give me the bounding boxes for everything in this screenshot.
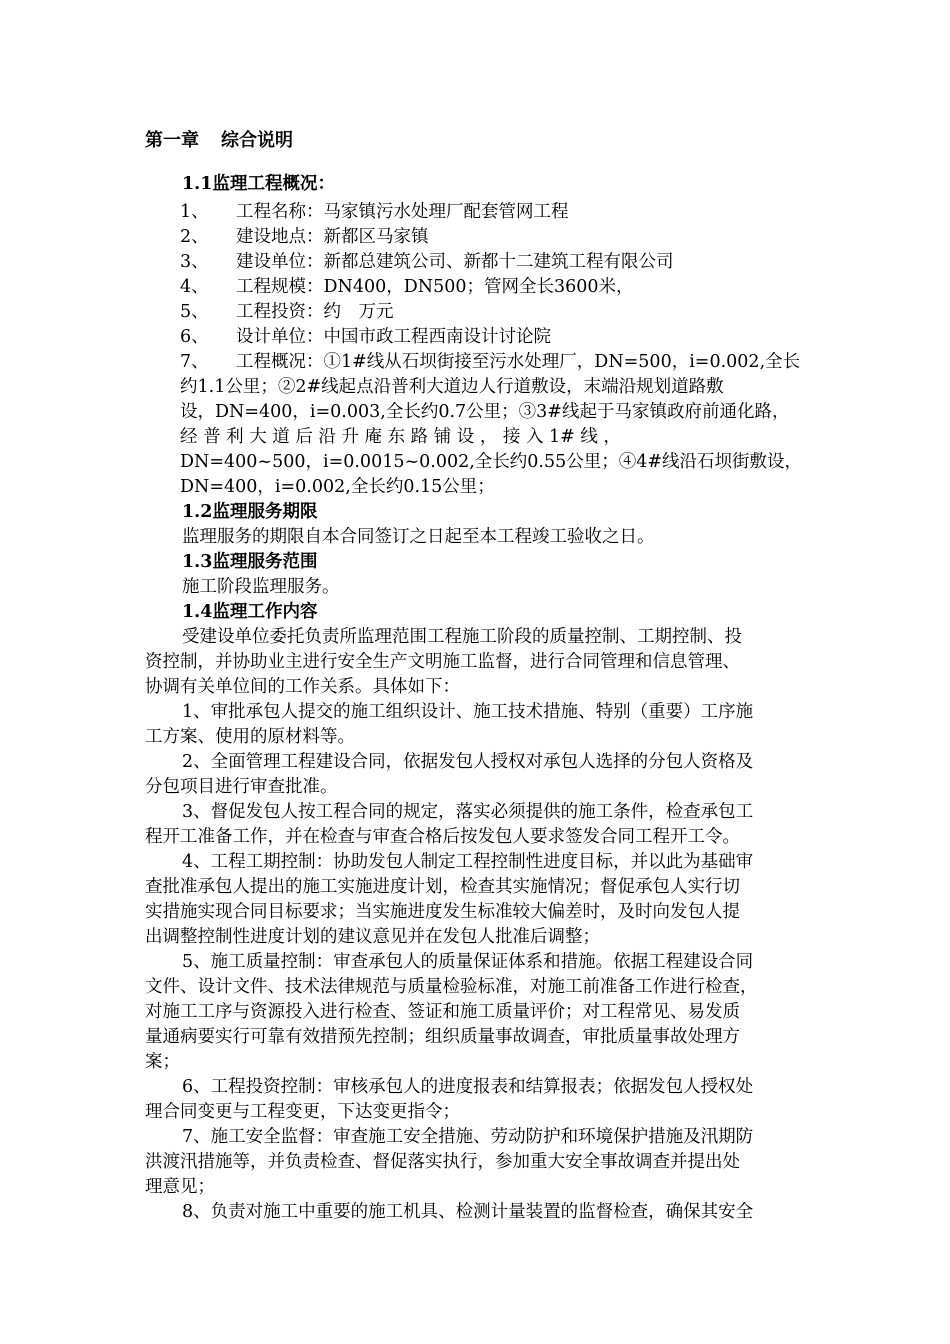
list-item: 1、 工程名称：马家镇污水处理厂配套管网工程	[180, 202, 569, 222]
text-line: 经 普 利 大 道 后 沿 升 庵 东 路 铺 设 ， 接 入 1# 线 ，	[180, 427, 621, 447]
list-item: 3、 建设单位：新都总建筑公司、新都十二建筑工程有限公司	[180, 252, 674, 272]
paragraph: 4、工程工期控制：协助发包人制定工程控制性进度目标，并以此为基础审 查批准承包人提出的施工实施进度计划，检查其实施情况；督促承包人实行切 实措施实现合同目标要求；当实施进度发生标准较大偏差时，及时向发包人提 出调整控制性进度计划的建议意见并在发包人批准后调整；	[145, 852, 754, 947]
section-heading-1-1: 1.1监理工程概况：	[182, 174, 335, 194]
section-heading-1-3: 1.3监理服务范围	[182, 552, 318, 572]
list-item: 2、 建设地点：新都区马家镇	[180, 227, 429, 247]
paragraph: 3、督促发包人按工程合同的规定，落实必须提供的施工条件，检查承包工 程开工准备工作，并在检查与审查合格后按发包人要求签发合同工程开工令。	[145, 802, 754, 847]
list-item: 4、 工程规模：DN400，DN500；管网全长3600米，	[180, 277, 634, 297]
section-text: 施工阶段监理服务。	[182, 577, 340, 597]
document-body	[145, 172, 817, 1225]
chapter-number: 第一章	[145, 130, 199, 151]
section-heading-1-2: 1.2监理服务期限	[182, 502, 318, 522]
list-item: 5、 工程投资：约 万元	[180, 302, 394, 322]
paragraph: 2、全面管理工程建设合同，依据发包人授权对承包人选择的分包人资格及 分包项目进行审查批准。	[145, 752, 754, 797]
list-item: 6、 设计单位：中国市政工程西南设计讨论院	[180, 327, 551, 347]
text-line: DN=400~500，i=0.0015~0.002,全长约0.55公里；④4#线沿石坝街敷设，	[180, 452, 803, 472]
section-text: 监理服务的期限自本合同签订之日起至本工程竣工验收之日。	[182, 527, 655, 547]
chapter-title: 综合说明	[221, 130, 293, 151]
chapter-heading	[145, 126, 293, 152]
paragraph: 6、工程投资控制：审核承包人的进度报表和结算报表；依据发包人授权处 理合同变更与工程变更，下达变更指令；	[145, 1077, 754, 1122]
list-item-7: 7、 工程概况：①1#线从石坝街接至污水处理厂，DN=500，i=0.002,全长 约1.1公里；②2#线起点沿普利大道边人行道敷设，末端沿规划道路敷 设，DN=400，i=0.003,全长约0.7公里；③3#线起于马家镇政府前通化路， 经 普 利 大 道 后 沿 升 庵 东 路 铺 设 ， 接 入 1# 线 ， DN=400~500，i=0.0015~0.002,全长约0.55公里；④4#线沿石坝街敷设， DN=400，i=0.002,全长约0.15公里；	[145, 350, 817, 500]
text-line: 设，DN=400，i=0.003,全长约0.7公里；③3#线起于马家镇政府前通化路，	[180, 402, 790, 422]
paragraph: 1、审批承包人提交的施工组织设计、施工技术措施、特别（重要）工序施 工方案、使用的原材料等。	[145, 702, 754, 747]
paragraph: 受建设单位委托负责所监理范围工程施工阶段的质量控制、工期控制、投 资控制，并协助业主进行安全生产文明施工监督，进行合同管理和信息管理、 协调有关单位间的工作关系。具体如下：	[145, 627, 742, 697]
section-heading-1-4: 1.4监理工作内容	[182, 602, 318, 622]
paragraph: 5、施工质量控制：审查承包人的质量保证体系和措施。依据工程建设合同 文件、设计文件、技术法律规范与质量检验标准，对施工前准备工作进行检查， 对施工工序与资源投入进行检查、签证和施工质量评价；对工程常见、易发质 量通病要实行可靠有效措预先控制；组织质量事故调查，审批质量事故处理方 案；	[145, 952, 758, 1072]
paragraph: 7、施工安全监督：审查施工安全措施、劳动防护和环境保护措施及汛期防 洪渡汛措施等，并负责检查、督促落实执行，参加重大安全事故调查并提出处 理意见；	[145, 1127, 754, 1197]
paragraph: 8、负责对施工中重要的施工机具、检测计量装置的监督检查，确保其安全	[182, 1202, 754, 1222]
text-line: DN=400，i=0.002,全长约0.15公里；	[180, 477, 495, 497]
text-line: 工程概况：①1#线从石坝街接至污水处理厂，DN=500，i=0.002,全长	[236, 352, 801, 372]
text-line: 约1.1公里；②2#线起点沿普利大道边人行道敷设，末端沿规划道路敷	[180, 377, 724, 397]
